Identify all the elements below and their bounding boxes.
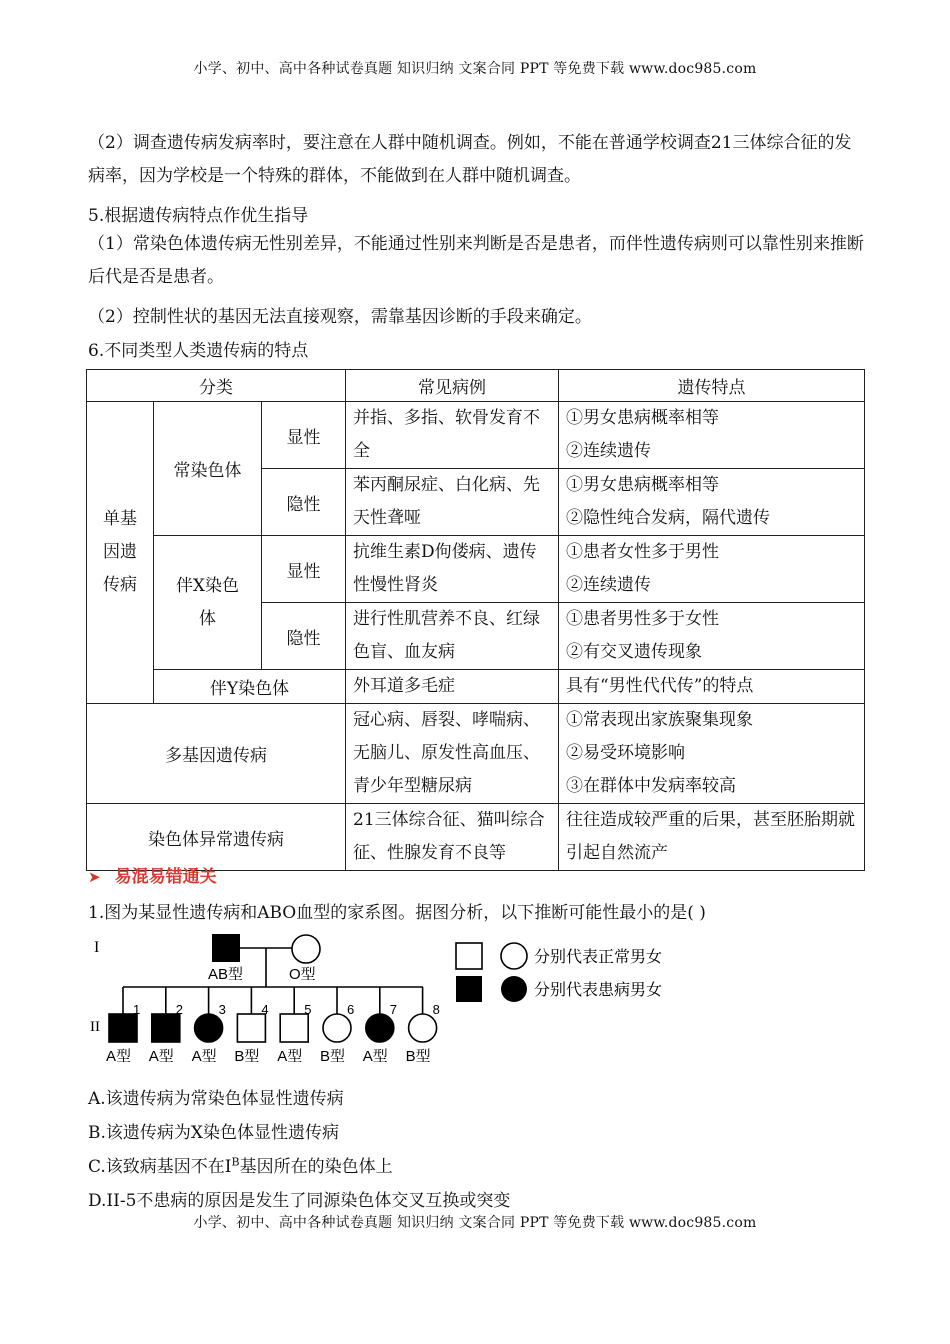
child-blood-type: A型 <box>362 1048 388 1065</box>
child-number: 8 <box>432 1002 440 1017</box>
chromosomal-cell: 染色体异常遗传病 <box>87 804 346 871</box>
features-cell: ①患者男性多于女性 ②有交叉遗传现象 <box>559 603 865 670</box>
page-header: 小学、初中、高中各种试卷真题 知识归纳 文案合同 PPT 等免费下载 www.doc985.com <box>193 61 757 77</box>
page-footer: 小学、初中、高中各种试卷真题 知识归纳 文案合同 PPT 等免费下载 www.doc985.com <box>193 1215 757 1231</box>
paragraph-sex-inference: （1）常染色体遗传病无性别差异，不能通过性别来判断是否是患者，而伴性遗传病则可以靠性别来推断后代是否是患者。 <box>88 234 864 287</box>
recessive-cell: 隐性 <box>262 603 346 670</box>
y-linked-cell: 伴Y染色体 <box>154 670 346 704</box>
child-female-symbol <box>323 1014 351 1042</box>
child-blood-type: A型 <box>148 1048 174 1065</box>
arrow-icon: ➤ <box>88 868 101 886</box>
child-blood-type: B型 <box>320 1048 346 1065</box>
examples-cell: 抗维生素D佝偻病、遗传性慢性肾炎 <box>346 536 559 603</box>
child-blood-type: B型 <box>405 1048 431 1065</box>
legend-normal-text: 分别代表正常男女 <box>534 949 663 966</box>
table-header-row <box>87 370 865 402</box>
mother-symbol <box>292 935 320 963</box>
child-blood-type: A型 <box>277 1048 303 1065</box>
child-number: 7 <box>389 1002 398 1017</box>
child-male-symbol <box>237 1014 265 1042</box>
child-number: 3 <box>218 1002 226 1017</box>
disease-table <box>86 369 865 871</box>
child-number: 4 <box>261 1002 269 1017</box>
child-number: 5 <box>304 1002 312 1017</box>
question-1: 1.图为某显性遗传病和ABO血型的家系图。据图分析，以下推断可能性最小的是( ) <box>88 903 706 923</box>
features-cell: ①常表现出家族聚集现象 ②易受环境影响 ③在群体中发病率较高 <box>559 704 865 804</box>
mother-blood-type: O型 <box>289 966 316 983</box>
option-d: D.II-5不患病的原因是发生了同源染色体交叉互换或突变 <box>88 1191 511 1211</box>
child-blood-type: A型 <box>191 1048 217 1065</box>
heading-6: 6.不同类型人类遗传病的特点 <box>88 341 309 361</box>
gen-2-label: II <box>90 1019 100 1035</box>
examples-cell: 并指、多指、软骨发育不全 <box>346 402 559 469</box>
children-group <box>106 987 440 1065</box>
child-blood-type: A型 <box>106 1048 132 1065</box>
single-gene-cell: 单基因遗传病 <box>87 402 154 704</box>
father-symbol <box>212 934 240 962</box>
table-row <box>87 536 865 603</box>
table-row <box>87 670 865 704</box>
father-blood-type: AB型 <box>208 966 244 983</box>
features-cell: 具有“男性代代传”的特点 <box>559 670 865 704</box>
header-category: 分类 <box>87 370 346 402</box>
heading-5: 5.根据遗传病特点作优生指导 <box>88 206 309 226</box>
child-blood-type: B型 <box>234 1048 260 1065</box>
child-number: 6 <box>347 1002 355 1017</box>
table-row <box>87 704 865 804</box>
legend-affected-male <box>456 976 482 1002</box>
header-features: 遗传特点 <box>559 370 865 402</box>
child-number: 1 <box>133 1002 141 1017</box>
paragraph-survey: （2）调查遗传病发病率时，要注意在人群中随机调查。例如，不能在普通学校调查21三体综合征的发病率，因为学校是一个特殊的群体，不能做到在人群中随机调查。 <box>88 133 852 186</box>
features-cell: ①男女患病概率相等 ②隐性纯合发病，隔代遗传 <box>559 469 865 536</box>
examples-cell: 苯丙酮尿症、白化病、先天性聋哑 <box>346 469 559 536</box>
examples-cell: 外耳道多毛症 <box>346 670 559 704</box>
child-male-symbol <box>109 1014 137 1042</box>
option-b: B.该遗传病为X染色体显性遗传病 <box>88 1123 339 1143</box>
gen-1-label: I <box>94 939 100 956</box>
dominant-cell: 显性 <box>262 536 346 603</box>
option-a: A.该遗传病为常染色体显性遗传病 <box>88 1089 344 1109</box>
legend-normal-female <box>501 943 527 969</box>
polygenic-cell: 多基因遗传病 <box>87 704 346 804</box>
features-cell: ①男女患病概率相等 ②连续遗传 <box>559 402 865 469</box>
paragraph-gene-diagnosis: （2）控制性状的基因无法直接观察，需靠基因诊断的手段来确定。 <box>88 307 592 327</box>
examples-cell: 冠心病、唇裂、哮喘病、无脑儿、原发性高血压、青少年型糖尿病 <box>346 704 559 804</box>
examples-cell: 进行性肌营养不良、红绿色盲、血友病 <box>346 603 559 670</box>
table-row <box>87 804 865 871</box>
legend-affected-female <box>501 976 527 1002</box>
x-linked-cell: 伴X染色体 <box>154 536 262 670</box>
child-female-symbol <box>195 1014 223 1042</box>
table-row <box>87 402 865 469</box>
section-title: ➤ 易混易错通关 <box>88 867 217 887</box>
recessive-cell: 隐性 <box>262 469 346 536</box>
pedigree-diagram <box>80 930 700 1070</box>
autosomal-cell: 常染色体 <box>154 402 262 536</box>
dominant-cell: 显性 <box>262 402 346 469</box>
child-male-symbol <box>152 1014 180 1042</box>
child-female-symbol <box>366 1014 394 1042</box>
child-number: 2 <box>175 1002 184 1017</box>
legend-affected-text: 分别代表患病男女 <box>534 982 663 999</box>
header-examples: 常见病例 <box>346 370 559 402</box>
child-male-symbol <box>280 1014 308 1042</box>
legend-normal-male <box>456 943 482 969</box>
child-female-symbol <box>409 1014 437 1042</box>
examples-cell: 21三体综合征、猫叫综合征、性腺发育不良等 <box>346 804 559 871</box>
option-c: C.该致病基因不在Ⅰ$^B$基因所在的染色体上 <box>88 1155 393 1177</box>
features-cell: ①患者女性多于男性 ②连续遗传 <box>559 536 865 603</box>
features-cell: 往往造成较严重的后果，甚至胚胎期就引起自然流产 <box>559 804 865 871</box>
